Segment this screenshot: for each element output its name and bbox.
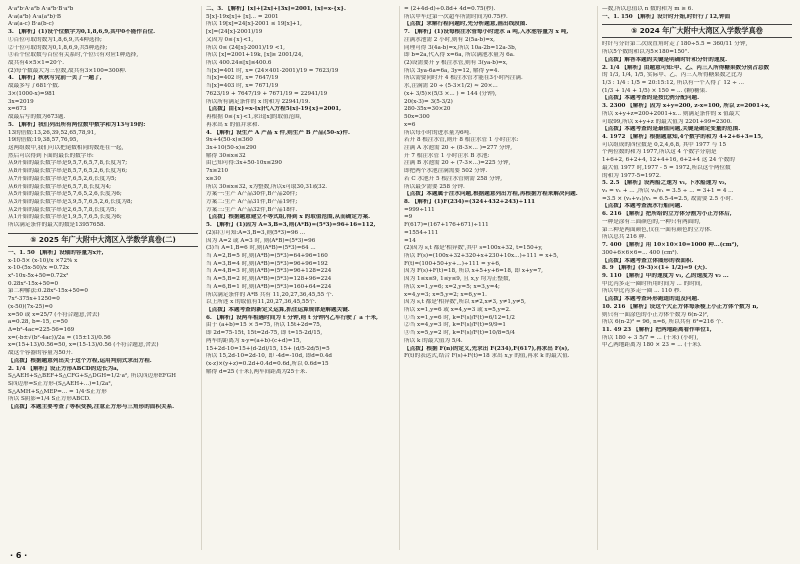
answer-line: 一、1. 150 【解析】设计时开始,时针行了12,钟面 [602, 13, 731, 20]
answer-line: 7x²-375x+1250=0 [8, 296, 60, 303]
answer-line: 【点拨】本题主要考查了等积变换,注意正方形与三角形的面积关系. [8, 404, 175, 411]
answer-line: Δ=b²-4ac=225-56=169 [8, 326, 75, 333]
answer-line: 【点拨】解答本题的关键是明确时针和分针的速度. [602, 56, 728, 63]
answer-line: ②十位可取的数为0,1,8,6,9,共5种选择; [8, 44, 108, 51]
answer-line: 4. 【解析】秋秋写完前一页了一题了, [8, 75, 102, 82]
answer-line: 因为 s,t 都是'相异数',所以 x≠2,x≠3, y≠1,y≠5, [404, 299, 526, 306]
answer-line: 故最多写了681个数. [8, 83, 60, 90]
answer-line: 因为 1≤x≤9, 1≤y≤9, 且 x,y 均为正整数, [404, 276, 511, 283]
answer-line: x=6 [404, 121, 416, 128]
answer-line: ③若个位取数与百位有关系时,个位只有对应1种选择, [8, 52, 139, 59]
answer-line: 20(x-3)= 3(5-3/2) [404, 98, 453, 105]
answer-line: 从6开始的最长数字串是6,5,7,8,长度为4; [8, 183, 112, 190]
answer-line: F(t)=(100+50+y+...)÷111 = y+6, [404, 260, 501, 267]
answer-line: (x+ 3/5)×(5/3 ×... ) = 144 (分钟), [404, 90, 497, 97]
answer-line: 由于 (a+b)=15 × 5=75, 所以 15t+2d=75, [206, 322, 322, 329]
column-2 [206, 6, 396, 550]
answer-line: 1/3 : 1/4 : 1/5 = 20:15:12, 所以有一个人得了 12 ÷ ... [602, 79, 745, 86]
answer-line: 第三种是两面颜色,仅在一面有颜色的立方体. [602, 226, 712, 233]
column-1 [8, 6, 198, 550]
answer-line: 所以 3ya-6a=6a, 3y=12, 解得 y=4. [404, 67, 500, 74]
answer-line: x²-10x-5x+50=0.72x² [8, 272, 69, 279]
answer-line: 再求出 x 的值并求和. [206, 121, 260, 128]
answer-line: 注满水池需 2 小时,则有 2(5a-b)=x, [404, 36, 495, 43]
answer-line: v₂ = v₁ + ... ,所以 v₂/v₁ = 3.5 ÷ ... = 3+1 = 4 ... [602, 188, 734, 195]
answer-line: 【点拨】本题考查的新定义运算,抓住运算规律是解题关键. [206, 307, 350, 314]
answer-line: 3. 【解析】(1)设个位数字为0,1,8,6,9,其中0不能作百位. [8, 29, 156, 36]
answer-line: 【点拨】本题考查的是最值问题,关键是确定变量的范围. [602, 126, 741, 133]
answer-line: 【点拨】本题属于注水问题,根据题意列出方程,再根据方程来解决问题. [404, 191, 578, 198]
answer-line: 一种是涂有三面颜色的,一种只有两面的, [602, 218, 701, 225]
answer-line: 由已知可得:3x+50-10x≤290 [206, 160, 282, 167]
answer-line: 开 7 根注水管 1 小时注水 B 水池: [404, 152, 490, 159]
answer-line: 故最后写的数为673题. [8, 114, 66, 121]
answer-line: 同理可得 3(4a-b)=x,所以 10a-2b=12a-3b, [404, 44, 517, 51]
answer-line: 300+6×6×6=... 400 (cm²). [602, 249, 679, 256]
answer-line: 6. 216 【解析】把所给的立方体分割为小正方体后, [602, 211, 732, 218]
answer-line: [x]=(24[x]-2001)/19 [206, 29, 263, 36]
answer-line: (x-z)×(y+z)=0.2d+0.4d=0.6d,所以 0.6d=15 [206, 361, 329, 368]
answer-line: 当 A=6,B=1 时,则(A*B)=(5*3)=160+64=224 [206, 283, 332, 290]
answer-line: 所以甲车过第一次超车所需时间为0.75秒. [404, 13, 508, 20]
answer-line: 3×(1000-x)=981 [8, 90, 56, 97]
answer-line: 【点拨】根据 F(n)的定义,先求出 F(234),F(617),再求出 F(s), [404, 345, 570, 352]
answer-line: 然后可以得到下面的最长的数字串: [8, 152, 94, 159]
answer-line: 【点拨】根据题意建立不等式组,得到 x 的取值范围,从而确定方案. [206, 214, 371, 221]
answer-line: S四边形=S正方形-(S△AEH+...)=1/2a², [8, 381, 113, 387]
answer-line: x-10-(5x-50)/x =0.72x [8, 265, 70, 272]
answer-line: (2)由①可知:A=3,B=3,则(5*3)=96 ... [206, 229, 306, 236]
answer-line: 所以5个数的和以为5×180=150°. [602, 49, 690, 56]
answer-line: 即 2d=75-15t, 15t=2d-75, 即 t=15-2d/15, [206, 330, 323, 337]
answer-line: 所以 S阴影=1/4 S正方形ABCD. [8, 396, 91, 403]
answer-line: 当 A=5,B=2 时,则(A*B)=(5*3)=128+96=224 [206, 276, 332, 283]
answer-line: 解得 d=25 (千米),两车间距离为25千米. [206, 368, 308, 375]
answer-line: 则只有一面涂色的小正方体个数为 6(n-2)², [602, 311, 709, 318]
answer-line: 3. 2300 【解析】因为 x+y=200, z-x=100, 所以 z=2001+x, [602, 103, 770, 110]
answer-line: 的和为 1977-5=1972. [602, 172, 661, 179]
answer-line: 3x+10(50-x)≤290 [206, 144, 257, 151]
answer-line: 这两组数中,我们可以把尾数相同的数连在一起, [8, 144, 124, 151]
answer-line: (1/3 + 1/4 + 1/5) × 150 = ... (颗)糖果. [602, 87, 708, 94]
answer-line: =1554÷111 [404, 229, 439, 236]
answer-line: A·a(a-c) B·a(b-c) [8, 21, 54, 28]
answer-line: 所以满足条件的 A*B 共有 11,20,27,36,45,55 个. [206, 291, 334, 298]
answer-line: (x-50)(7x-25)=0 [8, 303, 53, 310]
answer-line: 5. 【解析】(1)因为 A=3,B=3,则(A*B)=(5*3)=96+16=112, [206, 222, 376, 229]
answer-line: 当 A=3,B=4 时,则(A*B)=(5*3)=96+96=192 [206, 260, 328, 267]
answer-line: A·a²b·A·a²b A·a²b·B·a²b [8, 6, 74, 12]
answer-line: 所以 19[x]=24[x]-2001 ≤ 19[x]+1, [206, 21, 302, 28]
answer-line: 所以 15,2d-10=2d-10, 即 -4d=-10d, 即d=0.4d [206, 353, 332, 360]
answer-line: 一、1. 50 【解析】设轴的容量为x升, [8, 249, 104, 256]
answer-line: 若开 8 根注水管,则开 8 根注水管 1 小时注水: [404, 137, 519, 144]
answer-line: 从2开始的最长数字串是2,6,5,7,8,长度为5; [8, 206, 117, 213]
page-number: · 6 · [10, 550, 28, 560]
answer-line: 二、3. 【解析】[x]+[2x]+[3x]=2001, [x]=x-{x}. [206, 6, 346, 12]
answer-line: S△AEH+S△BEF+S△CFG+S△DGH=1/2·a², 所以四边形EFGH [8, 373, 177, 380]
answer-line: 4. 【解析】设生产 A 产品 x 件,则生产 B 产品(50-x)件. [206, 129, 351, 136]
answer-line: 可以组成的四位数是 0,2,4,6,8, 其中 1977 与 15 [602, 141, 727, 148]
answer-line: 【点拨】根据题意列出关于这个方程,运用判别式求出方程. [8, 357, 152, 364]
answer-line: 从9开始的最长数字串是9,5,7,6,5,7,8,长度为7; [8, 160, 128, 167]
answer-line: 【点拨】本题考查的是按比例分配问题. [602, 95, 700, 102]
answer-line: 2. 1/4 【解析】设正方形ABCD的边长为a, [8, 365, 119, 372]
answer-line: 5. 2.5 【解析】设两船之速为 v₁, 下水船速为 v₂, [602, 180, 727, 187]
column-3 [404, 6, 594, 550]
answer-line: 【点拨】本题考查环形跑道的追及问题. [602, 296, 700, 303]
answer-line: 8. 9 【解析】(9-3)×(1+ 1/2)=9 (天). [602, 265, 708, 272]
answer-line: 的 1/3, 1/4, 1/5, 实际甲、乙、丙三人所得糖果数之比为 [602, 72, 743, 79]
answer-line: 11. 49 23 【解析】把两地距离看作单位1, [602, 326, 712, 333]
answer-line: 从5开始的最长数字串是5,7,6,5,2,6,长度为6; [8, 191, 122, 198]
answer-line: 所以 180 ÷ 3 5/7 = ... (千米) (小时), [602, 334, 699, 341]
answer-line: 7x≥210 [206, 168, 229, 175]
answer-line: 因为 F(s)+F(t)=18, 所以 x+5+y+6=18, 即 x+y=7, [404, 268, 543, 275]
answer-line: 10. 216 【解析】设这个大正方体每条棱上小正方体个数为 n, [602, 303, 759, 310]
answer-line: 8. 【解析】(1)F(234)=(324+432+243)÷111 [404, 198, 536, 205]
answer-line: A·a(a²b) A·a(a²b)·B [8, 13, 62, 20]
answer-line: 从3开始的最长数字串是3,9,5,7,6,5,2,6,长度为8; [8, 198, 133, 205]
answer-line: 5. 【解析】我们列出所有两位数中数字和为13与19的: [8, 121, 146, 128]
answer-line: 当[x]=401 时, x= (24×401-2001)/19 = 7623/19 [206, 67, 339, 74]
answer-line: 5[x]-19x[x]+ [x]... = 2001 [206, 13, 279, 20]
answer-line: 当[x]=402 时, x= 7647/19 [206, 75, 279, 82]
answer-line: 所以 0≤ (24[x]-2001)/19 <1, [206, 44, 285, 51]
answer-line: 9. 110 【解析】甲的速度为 v₁, 乙的速度为 v₂ ... [602, 272, 729, 279]
answer-line: 注满 A 水池需 20 ÷ (8-3×... )=277 分钟, [404, 144, 512, 151]
answer-line: 所以 x=1,y=6; x=2,y=5; x=3,y=4; [404, 283, 500, 290]
answer-line: 个两位数的和为 1977,所以这 4 个数字分别是 [602, 149, 717, 156]
answer-line: = (2+4d-d)÷0.8d+ 4d=0.75(秒). [404, 6, 496, 12]
answer-line: 7. 400 【解析】用 10×10×10=1000 种...(cm²), [602, 242, 739, 249]
section-title: ⑤ 2024 年广大附中大湾区入学数学真卷 [602, 24, 792, 38]
answer-line: 所以最少需要 258 分钟. [404, 183, 465, 190]
answer-line: x=673 [8, 106, 27, 113]
answer-line: 以上所述 x 的取值有11,20,27,36,45,55个. [206, 299, 317, 306]
answer-line: 可取99,所以 x+y+z 的最大值为 2201+99=2300. [602, 118, 732, 125]
answer-line: 所以 x=1,y=6 或 x=4,y=3 或 x=5,y=2. [404, 307, 511, 314]
answer-line: 若 C 水池开 5 根注水管则需 258 分钟, [404, 175, 503, 182]
answer-line: —数,所以总值以 n 数的和为 m ≥ 6. [602, 6, 694, 12]
answer-line: 【点拨】本题考查流水行船问题. [602, 203, 683, 210]
answer-line: ①百位可取的数为1,8,6,9,共4种选择; [8, 36, 102, 43]
answer-line: 所以需要同时开 4 根注水管才能在3小时内注满. [404, 75, 523, 82]
answer-line: 7. 【解析】(1)设每根注水管每小时进水 a 吨,入水池容量为 x 吨, [404, 29, 569, 36]
answer-line: 方案三:生产 A产品32件,B产品18件. [206, 206, 298, 213]
column-divider [597, 6, 598, 550]
column-divider [399, 6, 400, 550]
answer-line: 第二种解法:0.28x²-15x+50=0 [8, 288, 88, 295]
answer-line: 故这个容器的容量为50升. [8, 350, 73, 357]
answer-line: 方案二:生产 A产品31件,B产品19件; [206, 198, 298, 205]
answer-line: 19的倍数:19,38,57,76,95, [8, 137, 79, 144]
answer-line: 因为 A=2 或 A=3 时, 则(A*B)=(5*3)=96 [206, 237, 316, 244]
answer-line: 所以 6(n-2)² = 96, n=6, 所以共有 6³=216 个. [602, 319, 723, 326]
answer-line: 【点拨】由{x}=x-[x]代入方程5[x]-19{x}=2001, [206, 106, 342, 113]
answer-line: 1+6+2, 6+2+4, 12+4+16, 6+2+4 这 24 个数的 [602, 157, 735, 164]
answer-line: x=4,y=3; x=5,y=2; x=6,y=1. [404, 291, 487, 298]
answer-line: ①当 x=1,y=6 时, k=F(s)/F(t)=6/12=1/2 [404, 314, 515, 321]
answer-line: x=50 或 x=25/7 (不符合题意,舍去) [8, 311, 100, 318]
answer-line: =999÷111 [404, 206, 435, 213]
answer-line: 即把两个水池注满需要 502 分钟. [404, 168, 488, 175]
answer-line: 3x=2019 [8, 98, 34, 105]
answer-line: ③当 x=5,y=2 时, k=F(s)/F(t)=10/8=5/4 [404, 330, 515, 337]
answer-line: 又因为 0≤{x}<1, [206, 36, 254, 43]
answer-line: =3.5 × (v₂+v₁)/v₁ = 6.5-4=2.5, 故需要 2.5 小时. [602, 195, 733, 202]
answer-line: 时针与分针第二次成直角时走了180÷5.5 = 360/11 分钟, [602, 41, 748, 48]
answer-line: 所以 k 的最大值为 5/4. [404, 337, 463, 344]
answer-line: 当 A=2,B=5 时,则(A*B)=(5*3)=64+96=160 [206, 253, 328, 259]
answer-line: 280-35x=30×20 [404, 106, 451, 113]
answer-line: 所以满足条件的最大的数是13957658. [8, 222, 106, 229]
column-4 [602, 6, 792, 550]
answer-line: 甲乙两地距离为 180 × 23 = ... (千米). [602, 342, 702, 349]
answer-line: 甲比丙多走一圈时所用时间为 ... 的时间, [602, 280, 703, 287]
answer-line: 从1开始的最长数字串是1,9,5,7,6,5,长度为6; [8, 214, 122, 221]
answer-line: 所以 400.24≤[x]≤400.6 [206, 60, 272, 67]
answer-line: 方案一:生产 A产品30件,B产品20件; [206, 191, 298, 198]
answer-line: (2)设需要开 y 根注水管,则有 3(ya-b)=x, [404, 60, 508, 67]
answer-line: ②当 x=4,y=3 时, k=F(s)/F(t)=9/9=1 [404, 322, 506, 329]
answer-line: 再根据 0≤{x}<1,求出[x]的取值范围, [206, 114, 302, 121]
column-divider [201, 6, 202, 550]
answer-line: 当 A=4,B=3 时,则(A*B)=(5*3)=96+128=224 [206, 268, 332, 275]
answer-line: 故共有4×5×1=20个. [8, 60, 65, 67]
answer-line: F(617)=(167+176+671)÷111 [404, 222, 489, 229]
answer-line: x-10-5× (x-10)/x ×72% x [8, 257, 78, 264]
answer-line: 6. 【解析】设两车相遇时间为 t 分钟,则 t 分钟内乙车行驶了 a 千米, [206, 314, 379, 321]
answer-line: 所以甲比丙多走一圈 ... 110 秒. [602, 288, 682, 295]
answer-line: (2)因为 s,t 都是'相异数',其中 s=100x+32, t=150+y, [404, 245, 543, 252]
answer-line: 15+2d-10=15+(d-2d)/15, 15+ (d/5-2d/5)=5 [206, 345, 330, 352]
answer-line: 所以所有满足条件的 x 的和为 22941/19. [206, 98, 311, 105]
answer-line: 4. 1972 【解析】根据题意知,4个数字的和为 4+2+6+3=15, [602, 134, 764, 140]
answer-line: 【点拨】求解行程问题时,先分析题意,画出线段图. [404, 21, 528, 28]
answer-line: 最大值 1977 时,1977 - 5 = 1972,所以这个两位数 [602, 164, 731, 171]
answer-line: =9 [404, 214, 413, 221]
answer-line: 0.28x²-15x+50=0 [8, 280, 59, 287]
answer-line: 从8开始的最长数字串是8,5,7,6,5,2,6,长度为6; [8, 168, 128, 175]
section-title: ⑤ 2025 年广大附中大湾区入学数学真卷(二) [8, 233, 198, 247]
answer-line: 即 b=2a,代入得 x=6a, 所以满池水量为 6a. [404, 52, 515, 59]
answer-line: 所以每小时的进水量为6吨. [404, 129, 471, 136]
answer-line: 9x+4(50-x)≤360 [206, 137, 253, 144]
answer-line: =14 [404, 237, 416, 244]
answer-line: a=0.28, b=-15, c=50 [8, 319, 68, 326]
answer-line: 7623/19 + 7647/19 + 7671/19 = 22941/19 [206, 90, 328, 97]
answer-line: 两车的距离为 x-y=(a+b)-(c+d)=15, [206, 337, 302, 344]
answer-line: 当[x]=403 时, x= 7671/19 [206, 83, 279, 90]
answer-line: (3)当 A=1,B=6 时,则(A*B)=(5*3)=64 ... [206, 245, 316, 252]
answer-line: 从7开始的最长数字串是7,6,5,2,6,长度为5; [8, 175, 117, 182]
answer-line: 所以 x+y+z=200+2001+x... 则满足条件的 x 值最大 [602, 110, 740, 117]
answer-line: x=(15+13)/0.56=50, x=(15-13)/0.56 (不符合题意,舍去) [8, 342, 159, 349]
answer-line: 2. 1/4 【解析】由题意可知:甲、乙、丙三人所得糖果数分别占总数 [602, 64, 770, 71]
answer-line: 解得 30≤x≤32 [206, 152, 246, 159]
answer-line: 13的倍数:13,26,39,52,65,78,91, [8, 129, 97, 136]
answer-line: 所以总共 216 种. [602, 234, 646, 241]
answer-line: 所以 [x]=2001+19k, [x]≥ 2001/24, [206, 52, 304, 59]
answer-line: (2)每个数最大为三位数,故共有3×100=300种. [8, 67, 127, 74]
answer-line: F(t)的表达式,结合 F(s)+F(t)=18 求出 x,y 的值,再求 k 的最大值. [404, 353, 570, 360]
answer-line: 所以 30≤x≤32, x为整数,所以x可取30,31或32. [206, 183, 328, 190]
answer-line: S△AMH+S△MEP=... = 1/4·S正方形 [8, 388, 107, 395]
answer-line: 所以 F(s)=(100x+32+320+x+230+10x...)÷111 = x+5, [404, 253, 559, 259]
answer-line: x=(-b±√(b²-4ac))/2a = (15±13)/0.56 [8, 334, 111, 341]
answer-line: 注满 B 水池需 20 ÷ (7-3×...)=225 分钟, [404, 160, 511, 167]
answer-line: 水,注满需 20 ÷ (5-3×1/2) ≈ 20×... [404, 83, 498, 90]
answer-line: 50x=300 [404, 114, 430, 121]
answer-line: 【点拨】本题考查立体图形的表面积. [602, 257, 694, 264]
answer-line: x≥30 [206, 175, 221, 182]
